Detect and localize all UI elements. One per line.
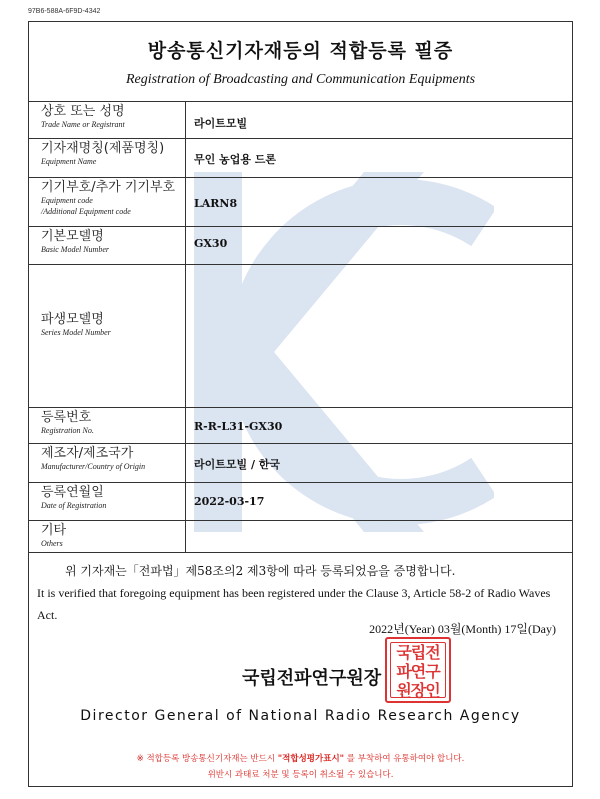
row-equipment-code (29, 177, 572, 226)
value-registration-date: 2022-03-17 (194, 495, 265, 508)
row-others (29, 520, 572, 553)
row-registration-date (29, 482, 572, 520)
label-en: Others (41, 539, 63, 548)
label-en-2: /Additional Equipment code (41, 207, 131, 216)
row-basic-model (29, 226, 572, 264)
label-en: Equipment code (41, 196, 93, 205)
value-registration-no: R-R-L31-GX30 (194, 420, 283, 433)
value-equipment-code: LARN8 (194, 197, 238, 210)
label-en: Basic Model Number (41, 245, 109, 254)
label-en: Trade Name or Registrant (41, 120, 125, 129)
value-trade-name: 라이트모빌 (194, 117, 248, 130)
conformity-mark-text: "적합성평가표시" (277, 754, 345, 764)
label-en: Registration No. (41, 426, 94, 435)
row-equipment-name (29, 138, 572, 177)
certification-statement (37, 560, 564, 626)
title-english: Registration of Broadcasting and Communication Equipments (125, 72, 476, 87)
official-seal-icon (385, 637, 451, 703)
value-manufacturer: 라이트모빌 / 한국 (194, 458, 281, 471)
label-ko: 등록연월일 (41, 485, 104, 500)
label-ko: 파생모델명 (41, 312, 104, 327)
label-en: Date of Registration (41, 501, 107, 510)
notice-line-2: 위반시 과태료 처분 및 등록이 취소될 수 있습니다. (207, 770, 394, 780)
statement-english: It is verified that foregoing equipment has been registered under the Clause 3, Article 58-2 of Radio Waves Act. (37, 586, 551, 622)
label-en: Equipment Name (41, 157, 97, 166)
value-equipment-name: 무인 농업용 드론 (194, 153, 277, 166)
label-ko: 상호 또는 성명 (41, 104, 125, 119)
row-trade-name (29, 101, 572, 138)
label-ko: 등록번호 (41, 410, 92, 425)
row-registration-no (29, 407, 572, 443)
issue-date: 2022년(Year) 03월(Month) 17일(Day) (369, 622, 556, 636)
issuer-english: Director General of National Radio Research Agency (80, 708, 521, 724)
statement-korean: 위 기자재는「전파법」제58조의2 제3항에 따라 등록되었음을 증명합니다. (65, 564, 456, 578)
value-basic-model: GX30 (194, 237, 228, 250)
issuer-korean: 국립전파연구원장 (242, 668, 382, 689)
document-id: 97B6-588A-6F9D-4342 (28, 8, 101, 15)
label-ko: 제조자/제조국가 (41, 446, 134, 461)
label-en: Series Model Number (41, 328, 111, 337)
title-korean: 방송통신기자재등의 적합등록 필증 (147, 40, 454, 62)
label-ko: 기자재명칭(제품명칭) (41, 141, 165, 156)
seal-text: 국립전파연구원장인 (396, 643, 440, 700)
notice-line-1: ※ 적합등록 방송통신기자재는 반드시 "적합성평가표시" 를 부착하여 유통하여야 합니다. (136, 754, 465, 764)
label-ko: 기타 (41, 523, 67, 538)
label-ko: 기본모델명 (41, 229, 104, 244)
row-manufacturer (29, 443, 572, 482)
certificate-frame (28, 21, 573, 787)
label-en: Manufacturer/Country of Origin (41, 462, 146, 471)
label-ko: 기기부호/추가 기기부호 (41, 180, 176, 195)
row-series-model (29, 264, 572, 407)
